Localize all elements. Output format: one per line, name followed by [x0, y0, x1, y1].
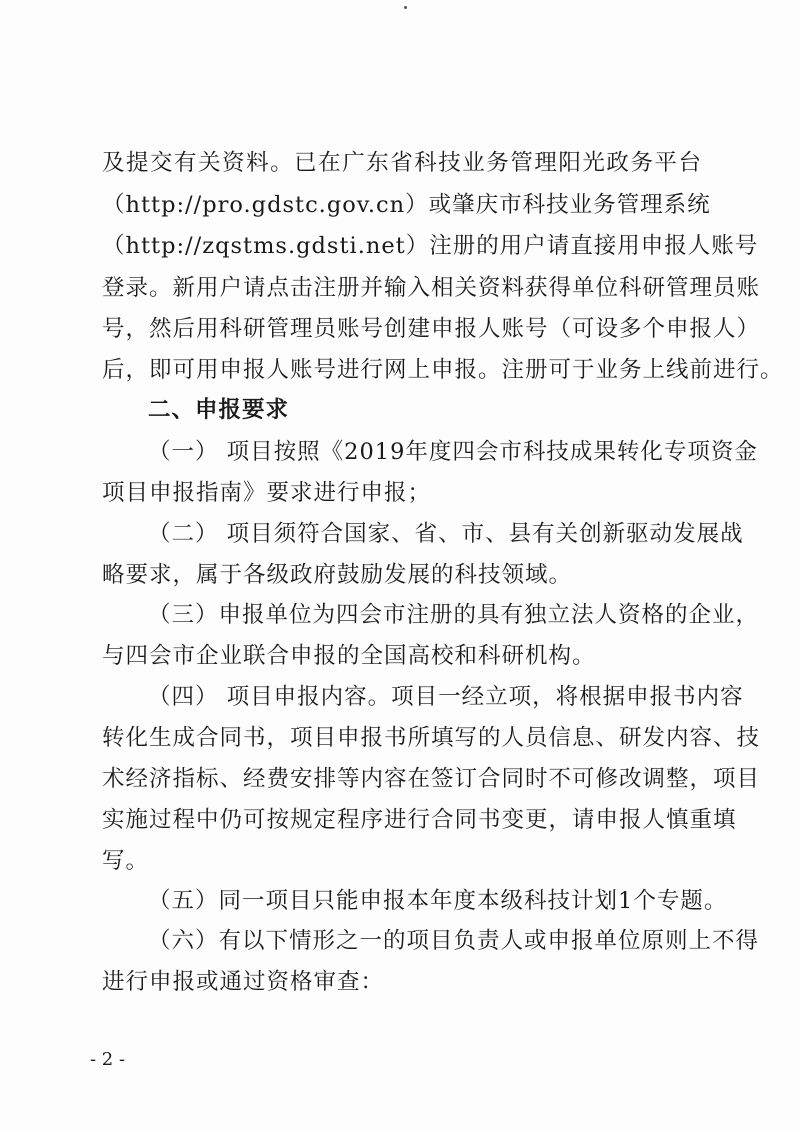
- body-line-3: （http://zqstms.gdsti.net）注册的用户请直接用申报人账号: [102, 233, 759, 259]
- body-line-2: （http://pro.gdstc.gov.cn）或肇庆市科技业务管理系统: [102, 192, 711, 218]
- item-3-line-1: （三）申报单位为四会市注册的具有独立法人资格的企业，: [148, 602, 760, 628]
- item-5-line-1: （五）同一项目只能申报本年度本级科技计划1个专题。: [148, 888, 728, 914]
- item-6-line-2: 进行申报或通过资格审查：: [102, 969, 385, 995]
- item-4-line-2: 转化生成合同书，项目申报书所填写的人员信息、研发内容、技: [102, 725, 761, 751]
- scan-speck: [404, 6, 407, 9]
- body-line-5: 号，然后用科研管理员账号创建申报人账号（可设多个申报人）: [102, 316, 761, 342]
- item-4-line-4: 实施过程中仍可按规定程序进行合同书变更，请申报人慎重填: [102, 807, 737, 833]
- item-6-line-1: （六）有以下情形之一的项目负责人或申报单位原则上不得: [148, 928, 760, 954]
- item-4-line-3: 术经济指标、经费安排等内容在签订合同时不可修改调整，项目: [102, 766, 761, 792]
- item-2-line-1: （二） 项目须符合国家、省、市、县有关创新驱动发展战: [148, 521, 744, 547]
- body-line-4: 登录。新用户请点击注册并输入相关资料获得单位科研管理员账: [102, 275, 761, 301]
- item-3-line-2: 与四会市企业联合申报的全国高校和科研机构。: [102, 643, 596, 669]
- section-heading: 二、申报要求: [148, 397, 290, 423]
- item-4-line-1: （四） 项目申报内容。项目一经立项，将根据申报书内容: [148, 684, 744, 710]
- item-1-line-1: （一） 项目按照《2019年度四会市科技成果转化专项资金: [148, 439, 758, 465]
- body-line-1: 及提交有关资料。已在广东省科技业务管理阳光政务平台: [102, 150, 702, 176]
- item-4-line-5: 写。: [102, 848, 150, 874]
- body-line-6: 后，即可用申报人账号进行网上申报。注册可于业务上线前进行。: [102, 357, 784, 383]
- item-1-line-2: 项目申报指南》要求进行申报；: [102, 480, 432, 506]
- page-number: - 2 -: [90, 1049, 126, 1070]
- item-2-line-2: 略要求，属于各级政府鼓励发展的科技领域。: [102, 562, 573, 588]
